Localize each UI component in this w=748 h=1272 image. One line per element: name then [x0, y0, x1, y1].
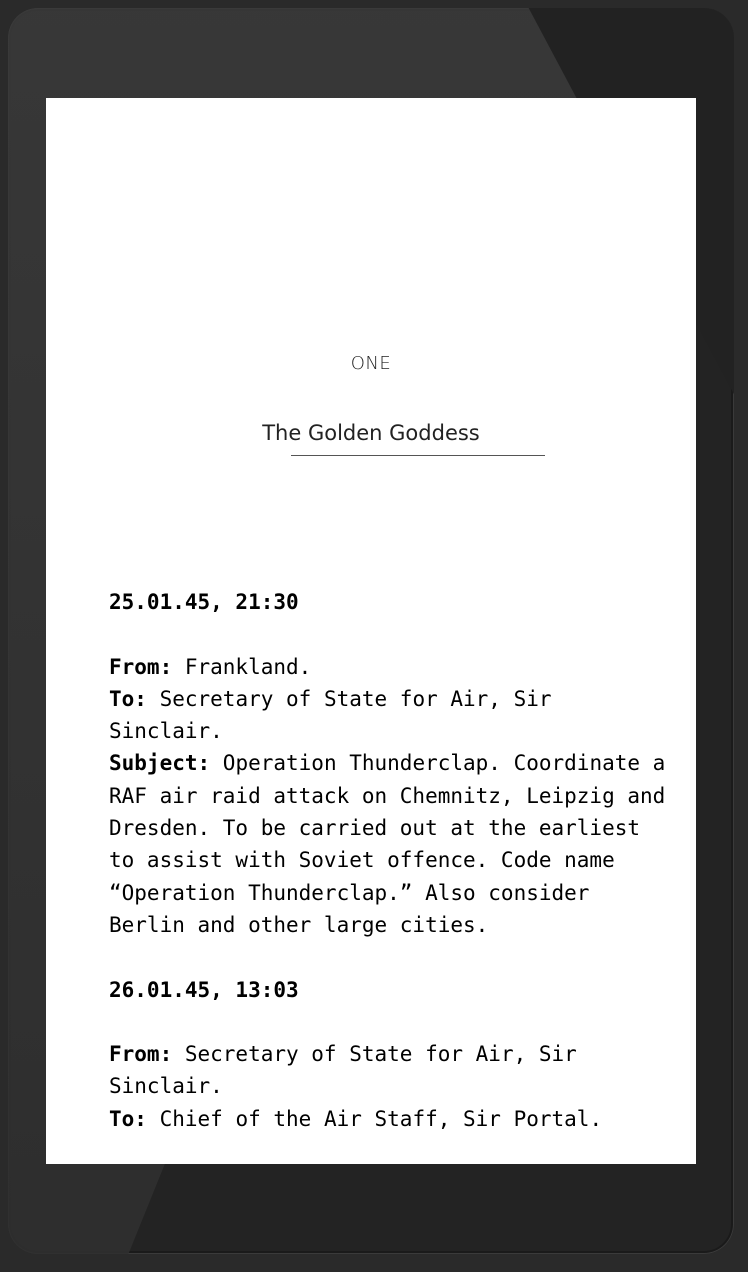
from-label: From:	[109, 654, 173, 679]
to-value: Secretary of State for Air, Sir Sinclair.	[109, 686, 565, 744]
to-line	[109, 683, 669, 748]
chapter-title: The Golden Goddess	[262, 421, 480, 445]
to-label: To:	[109, 1106, 147, 1131]
subject-value: Operation Thunderclap. Coordinate a RAF air raid attack on Chemnitz, Leipzig and Dresden. To be carried out at the earliest to assist with Soviet offence. Code name “Operation Thunderclap.” Also consider Berlin and other large cities.	[109, 751, 678, 937]
subject-label: Subject:	[109, 751, 211, 776]
spacer	[109, 618, 669, 650]
to-line	[109, 1103, 669, 1135]
subject-line	[109, 747, 678, 941]
page-body	[109, 586, 678, 1135]
spacer	[109, 941, 669, 973]
reader-page[interactable]	[46, 98, 696, 1164]
to-label: To:	[109, 686, 147, 711]
chapter-number: ONE	[350, 353, 392, 374]
to-value: Chief of the Air Staff, Sir Portal.	[146, 1106, 603, 1131]
from-line	[109, 651, 669, 683]
from-value: Frankland.	[172, 654, 312, 679]
spacer	[109, 1006, 669, 1038]
from-label: From:	[109, 1042, 173, 1067]
from-line	[109, 1038, 669, 1103]
entry-timestamp: 25.01.45, 21:30	[109, 590, 299, 614]
title-underline	[291, 455, 545, 456]
entry-timestamp: 26.01.45, 13:03	[109, 977, 299, 1002]
from-value: Secretary of State for Air, Sir Sinclair.	[109, 1042, 590, 1099]
